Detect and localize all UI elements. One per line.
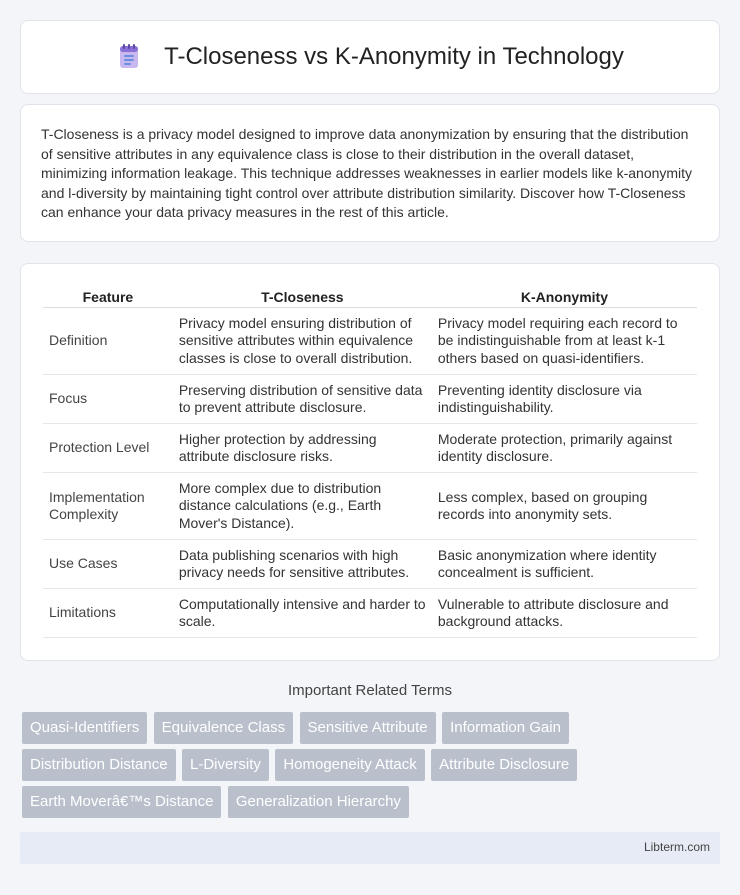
table-row [43,473,697,540]
related-term-tag[interactable]: L-Diversity [182,749,269,781]
row-t-closeness: Privacy model ensuring distribution of sensitive attributes within equivalence classes is close to overall distribution. [173,308,432,375]
row-k-anonymity: Vulnerable to attribute disclosure and background attacks. [432,589,697,638]
row-feature: Focus [43,375,173,424]
row-t-closeness: Data publishing scenarios with high privacy needs for sensitive attributes. [173,540,432,589]
row-k-anonymity: Moderate protection, primarily against identity disclosure. [432,424,697,473]
header-k-anonymity: K-Anonymity [432,284,697,308]
related-term-tag[interactable]: Information Gain [442,712,569,744]
row-t-closeness: More complex due to distribution distance calculations (e.g., Earth Mover's Distance). [173,473,432,540]
header-t-closeness: T-Closeness [173,284,432,308]
intro-text: T-Closeness is a privacy model designed to improve data anonymization by ensuring that the distribution of sensitive attributes in any equivalence class is close to their distribution in the overall dataset, minimizing information leakage. This technique addresses weaknesses in earlier models like k-anonymity and l-diversity by maintaining tight control over attribute distribution similarity. Discover how T-Closeness can enhance your data privacy measures in the rest of this article. [41,126,693,221]
row-feature: Definition [43,308,173,375]
header-card [20,20,720,94]
document-icon [116,44,142,70]
row-feature: Implementation Complexity [43,473,173,540]
row-feature: Use Cases [43,540,173,589]
comparison-table-card [20,263,720,661]
footer-site-link[interactable]: Libterm.com [643,840,710,854]
footer [20,832,720,864]
row-t-closeness: Preserving distribution of sensitive data to prevent attribute disclosure. [173,375,432,424]
row-k-anonymity: Preventing identity disclosure via indistinguishability. [432,375,697,424]
related-term-tag[interactable]: Distribution Distance [22,749,176,781]
table-header-row [43,284,697,308]
intro-card [20,104,720,242]
table-row [43,308,697,375]
related-term-tag[interactable]: Attribute Disclosure [431,749,577,781]
related-term-tag[interactable]: Quasi-Identifiers [22,712,147,744]
table-row [43,375,697,424]
row-k-anonymity: Privacy model requiring each record to be indistinguishable from at least k-1 others based on quasi-identifiers. [432,308,697,375]
related-term-tag[interactable]: Homogeneity Attack [275,749,424,781]
row-feature: Protection Level [43,424,173,473]
row-k-anonymity: Basic anonymization where identity concealment is sufficient. [432,540,697,589]
table-row [43,540,697,589]
page-title: T-Closeness vs K-Anonymity in Technology [164,43,624,70]
related-terms-title: Important Related Terms [288,682,452,699]
table-row [43,424,697,473]
row-t-closeness: Computationally intensive and harder to scale. [173,589,432,638]
related-term-tag[interactable]: Sensitive Attribute [300,712,436,744]
row-feature: Limitations [43,589,173,638]
related-term-tag[interactable]: Equivalence Class [154,712,293,744]
related-terms-list [22,712,722,823]
row-k-anonymity: Less complex, based on grouping records into anonymity sets. [432,473,697,540]
table-row [43,589,697,638]
row-t-closeness: Higher protection by addressing attribute disclosure risks. [173,424,432,473]
related-term-tag[interactable]: Generalization Hierarchy [228,786,409,818]
related-term-tag[interactable]: Earth Moverâ€™s Distance [22,786,221,818]
comparison-table [43,284,697,638]
header-feature: Feature [43,284,173,308]
